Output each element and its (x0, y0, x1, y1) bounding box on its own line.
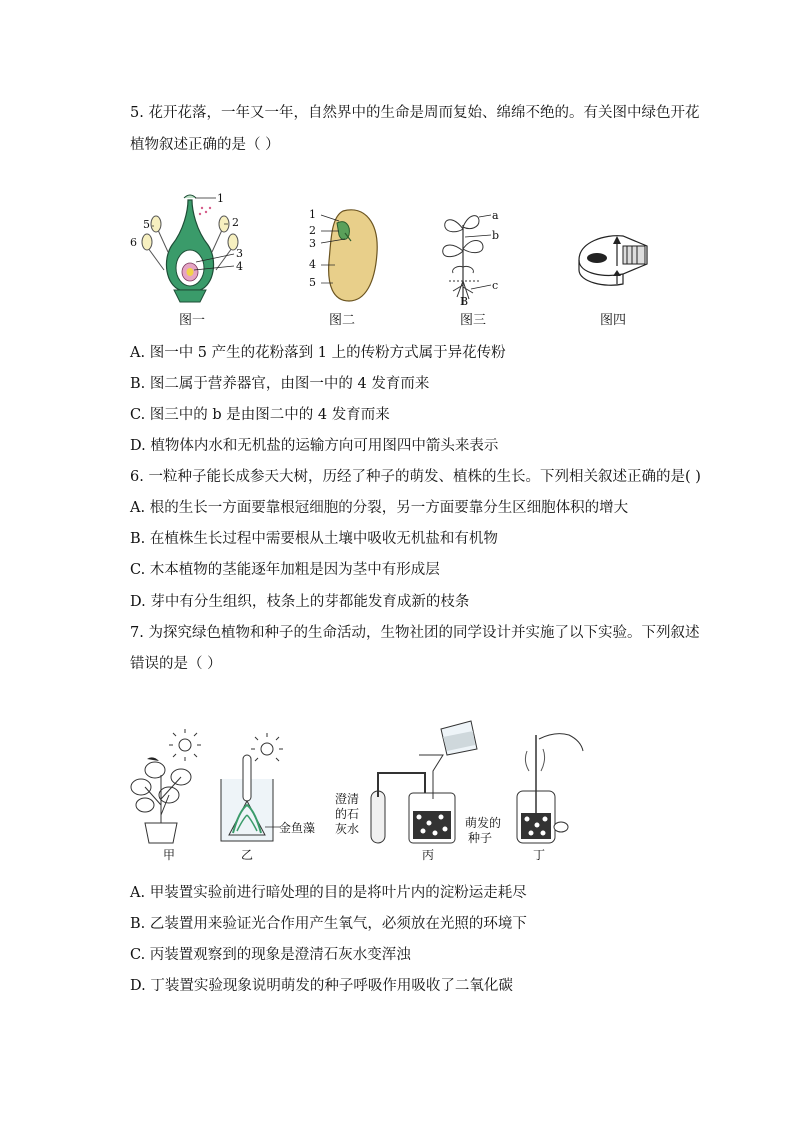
fig2-label-3: 3 (309, 237, 316, 250)
fig2-caption: 图二 (328, 313, 355, 328)
setup-jia-plant (131, 729, 201, 843)
q5-option-c: C. 图三中的 b 是由图二中的 4 发育而来 (130, 407, 390, 423)
q5-option-a: A. 图一中 5 产生的花粉落到 1 上的传粉方式属于异花传粉 (130, 345, 506, 361)
q7-label-seeds-1: 萌发的 (465, 816, 502, 830)
fig1-caption: 图一 (178, 313, 205, 328)
q7-label-ding: 丁 (533, 848, 546, 862)
fig3-label-b: b (492, 229, 500, 242)
q7-option-b: B. 乙装置用来验证光合作用产生氧气，必须放在光照的环境下 (130, 916, 527, 932)
q7-label-limewater-2: 的石 (335, 807, 360, 821)
q7-option-a: A. 甲装置实验前进行暗处理的目的是将叶片内的淀粉运走耗尽 (130, 885, 527, 901)
fig2-label-4: 4 (309, 258, 316, 271)
q6-option-a: A. 根的生长一方面要靠根冠细胞的分裂，另一方面要靠分生区细胞体积的增大 (130, 500, 629, 516)
q5-option-b: B. 图二属于营养器官，由图一中的 4 发育而来 (130, 376, 430, 392)
fig4-stem-section-diagram (575, 230, 655, 290)
q7-option-c: C. 丙装置观察到的现象是澄清石灰水变浑浊 (130, 947, 411, 963)
fig3-label-B: B (460, 295, 469, 308)
q7-label-yi: 乙 (241, 848, 254, 862)
q6-option-c: C. 木本植物的茎能逐年加粗是因为茎中有形成层 (130, 562, 440, 578)
fig1-label-6: 6 (130, 236, 137, 249)
fig1-label-4: 4 (236, 260, 243, 273)
q7-label-limewater-1: 澄清 (335, 792, 360, 806)
q6-option-d: D. 芽中有分生组织，枝条上的芽都能发育成新的枝条 (130, 594, 470, 610)
fig1-label-5: 5 (143, 218, 150, 231)
fig3-label-a: a (492, 209, 499, 222)
q6-stem: 6. 一粒种子能长成参天大树，历经了种子的萌发、植株的生长。下列相关叙述正确的是( ) (130, 469, 701, 485)
setup-ding-jar (517, 734, 583, 843)
q7-label-limewater-3: 灰水 (335, 822, 360, 836)
q5-stem-line2: 植物叙述正确的是（ ） (130, 137, 280, 153)
q7-label-goldfish: 金鱼藻 (279, 821, 316, 835)
q6-option-b: B. 在植株生长过程中需要根从土壤中吸收无机盐和有机物 (130, 531, 498, 547)
fig2-label-2: 2 (309, 224, 316, 237)
q7-label-seeds-2: 种子 (468, 831, 493, 845)
q7-label-bing: 丙 (422, 848, 435, 862)
setup-yi-beaker (221, 733, 283, 841)
q7-experiment-diagram (125, 715, 605, 850)
q7-option-d: D. 丁装置实验现象说明萌发的种子呼吸作用吸收了二氧化碳 (130, 978, 513, 994)
fig3-seedling-diagram (435, 205, 515, 310)
fig3-caption: 图三 (459, 313, 486, 328)
q5-option-d: D. 植物体内水和无机盐的运输方向可用图四中箭头来表示 (130, 438, 499, 454)
fig2-seed-diagram (315, 205, 385, 305)
q7-label-jia: 甲 (163, 848, 176, 862)
fig2-label-5: 5 (309, 276, 316, 289)
fig1-label-1: 1 (217, 192, 224, 205)
q7-stem-line1: 7. 为探究绿色植物和种子的生命活动，生物社团的同学设计并实施了以下实验。下列叙述 (130, 625, 700, 641)
q5-stem-line1: 5. 花开花落，一年又一年，自然界中的生命是周而复始、绵绵不绝的。有关图中绿色开花 (130, 105, 700, 121)
fig1-flower-diagram (140, 190, 250, 310)
setup-bing-bottle (371, 721, 477, 843)
fig2-label-1: 1 (309, 208, 316, 221)
q7-stem-line2: 错误的是（ ） (130, 656, 222, 672)
fig1-label-2: 2 (232, 216, 239, 229)
fig4-caption: 图四 (599, 313, 626, 328)
fig3-label-c: c (492, 279, 499, 292)
fig1-label-3: 3 (236, 247, 243, 260)
